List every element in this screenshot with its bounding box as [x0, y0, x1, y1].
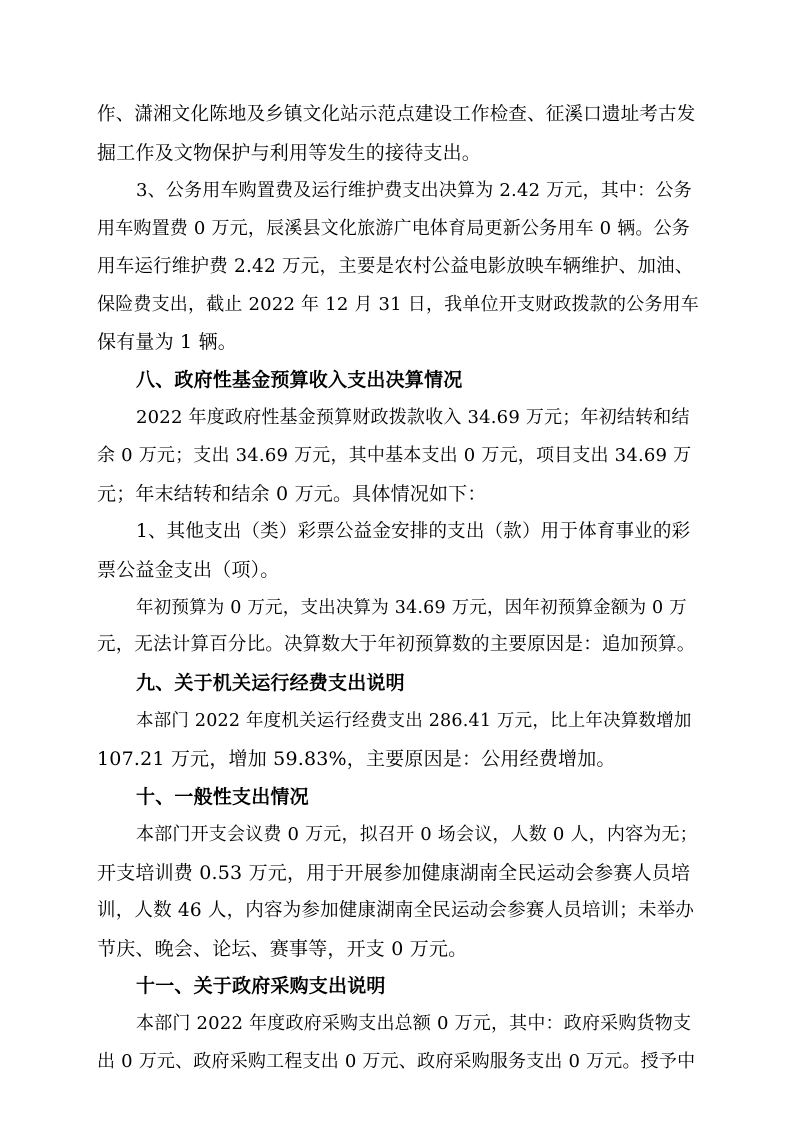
text-line: 票公益金支出（项）。: [97, 559, 280, 581]
text-line: 元，无法计算百分比。决算数大于年初预算数的主要原因是：追加预算。: [97, 634, 696, 655]
text-line: 本部门开支会议费 0 万元，拟召开 0 场会议，人数 0 人，内容为无；: [136, 824, 698, 845]
text-line: 用车购置费 0 万元，辰溪县文化旅游广电体育局更新公务用车 0 辆。公务: [97, 218, 690, 239]
text-line: 用车运行维护费 2.42 万元，主要是农村公益电影放映车辆维护、加油、: [97, 256, 694, 277]
text-line: 3、公务用车购置费及运行维护费支出决算为 2.42 万元，其中：公务: [136, 180, 692, 201]
section-heading: 十、一般性支出情况: [136, 786, 309, 808]
section-heading: 八、政府性基金预算收入支出决算情况: [136, 369, 463, 391]
text-line: 保险费支出，截止 2022 年 12 月 31 日，我单位开支财政拨款的公务用车: [97, 294, 699, 315]
text-line: 作、潇湘文化陈地及乡镇文化站示范点建设工作检查、征溪口遗址考古发: [97, 104, 696, 125]
text-line: 1、其他支出（类）彩票公益金安排的支出（款）用于体育事业的彩: [136, 521, 691, 542]
text-line: 本部门 2022 年度机关运行经费支出 286.41 万元，比上年决算数增加: [136, 711, 692, 731]
text-line: 2022 年度政府性基金预算财政拨款收入 34.69 万元；年初结转和结: [136, 407, 690, 428]
section-heading: 九、关于机关运行经费支出说明: [136, 672, 405, 694]
section-heading: 十一、关于政府采购支出说明: [136, 975, 386, 997]
text-line: 节庆、晚会、论坛、赛事等，开支 0 万元。: [97, 938, 468, 960]
text-line: 本部门 2022 年度政府采购支出总额 0 万元，其中：政府采购货物支: [136, 1013, 692, 1034]
text-line: 训，人数 46 人，内容为参加健康湖南全民运动会参赛人员培训；未举办: [97, 900, 695, 921]
text-line: 出 0 万元、政府采购工程支出 0 万元、政府采购服务支出 0 万元。授予中: [97, 1051, 696, 1072]
text-line: 年初预算为 0 万元，支出决算为 34.69 万元，因年初预算金额为 0 万: [136, 598, 687, 618]
text-line: 余 0 万元；支出 34.69 万元，其中基本支出 0 万元，项目支出 34.69 万: [97, 445, 692, 466]
text-line: 107.21 万元，增加 59.83%，主要原因是：公用经费增加。: [97, 748, 616, 770]
text-line: 元；年末结转和结余 0 万元。具体情况如下：: [97, 483, 487, 505]
text-line: 开支培训费 0.53 万元，用于开展参加健康湖南全民运动会参赛人员培: [97, 862, 691, 884]
text-line: 保有量为 1 辆。: [97, 331, 237, 353]
text-line: 掘工作及文物保护与利用等发生的接待支出。: [97, 142, 482, 164]
